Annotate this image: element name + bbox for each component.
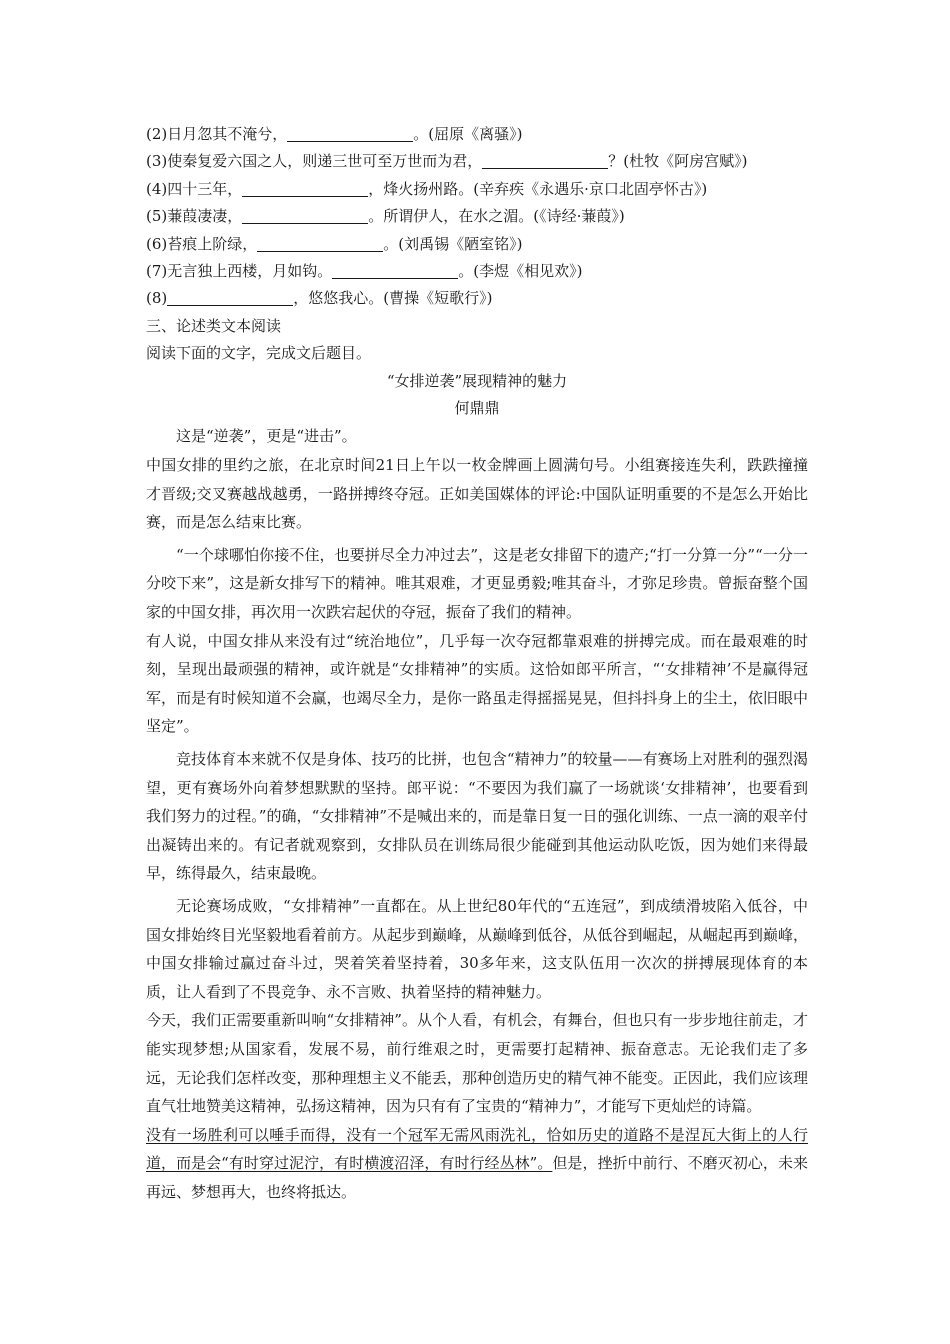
underlined-sentence: 没有一场胜利可以唾手而得，没有一个冠军无需风雨洗礼，恰如历史的道路不是涅瓦大街上的人行道，而是会“有时穿过泥泞，有时横渡沼泽，有时行经丛林”。: [146, 1125, 808, 1173]
closing-sentence: 但是，挫折中前行、不磨灭初心，未来再远、梦想再大，也终将抵达。: [146, 1154, 808, 1201]
quote-text-before: (4)四十三年，: [146, 179, 243, 198]
article-paragraph-5: 竞技体育本来就不仅是身体、技巧的比拼，也包含“精神力”的较量——有赛场上对胜利的强烈渴望，更有赛场外向着梦想默默的坚持。郎平说：“不要因为我们赢了一场就谈‘女排精神’，也要看到我们努力的过程。”的确，“女排精神”不是喊出来的，而是靠日复一日的强化训练、一点一滴的艰辛付出凝铸出来的。有记者就观察到，女排队员在训练局很少能碰到其他运动队吃饭，因为她们来得最早，练得最久，结束最晚。: [146, 750, 808, 883]
quote-text-before: (7)无言独上西楼，月如钩。: [146, 262, 333, 281]
quote-text-after: ，悠悠我心。(曹操《短歌行》): [293, 289, 493, 308]
quote-item-7: [146, 258, 808, 285]
quote-text-after: 。所谓伊人，在水之湄。(《诗经·蒹葭》): [368, 207, 625, 226]
quote-text-before: (5)蒹葭凄凄，: [146, 207, 243, 226]
quote-text-after: 。(刘禹锡《陋室铭》): [383, 234, 523, 253]
answer-blank[interactable]: [242, 179, 368, 197]
article-paragraph-2: 中国女排的里约之旅，在北京时间21日上午以一枚金牌画上圆满句号。小组赛接连失利，跌跌撞撞才晋级;交叉赛越战越勇，一路拼搏终夺冠。正如美国媒体的评论:中国队证明重要的不是怎么开始比赛，而是怎么结束比赛。: [146, 456, 808, 532]
quote-item-8: [146, 285, 808, 312]
article-paragraph-8: [146, 1121, 808, 1207]
quote-item-2: [146, 121, 808, 148]
quote-text-before: (2)日月忽其不淹兮，: [146, 125, 288, 143]
answer-blank[interactable]: [287, 124, 413, 142]
quote-text-after: ，烽火扬州路。(辛弃疾《永遇乐·京口北固亭怀古》): [368, 179, 708, 198]
quote-item-4: [146, 176, 808, 203]
answer-blank[interactable]: [242, 206, 368, 224]
quote-text-before: (6)苔痕上阶绿，: [146, 234, 258, 253]
quote-text-after: ？(杜牧《阿房宫赋》): [608, 152, 748, 171]
answer-blank[interactable]: [332, 261, 458, 279]
section-heading: 三、论述类文本阅读: [146, 316, 282, 335]
article-title: “女排逆袭”展现精神的魅力: [386, 371, 568, 390]
quote-text-after: 。(屈原《离骚》): [413, 125, 523, 143]
quote-text-after: 。(李煜《相见欢》): [458, 262, 583, 281]
quote-item-5: [146, 203, 808, 230]
answer-blank[interactable]: [482, 151, 608, 169]
article-author: 何鼎鼎: [454, 399, 500, 418]
quote-item-6: [146, 231, 808, 258]
article-paragraph-6: 无论赛场成败，“女排精神”一直都在。从上世纪80年代的“五连冠”，到成绩滑坡陷入低谷，中国女排始终目光坚毅地看着前方。从起步到巅峰，从巅峰到低谷，从低谷到崛起，从崛起再到巅峰，中国女排输过赢过奋斗过，哭着笑着坚持着，30多年来，这支队伍用一次次的拼搏展现体育的本质，让人看到了不畏竞争、永不言败、执着坚持的精神魅力。: [146, 896, 808, 1001]
reading-instruction: 阅读下面的文字，完成文后题目。: [146, 344, 372, 363]
answer-blank[interactable]: [257, 234, 383, 252]
quote-item-3: [146, 148, 808, 175]
article-paragraph-3: “一个球哪怕你接不住，也要拼尽全力冲过去”，这是老女排留下的遗产;“打一分算一分”“一分一分咬下来”，这是新女排写下的精神。唯其艰难，才更显勇毅;唯其奋斗，才弥足珍贵。曾振奋整个国家的中国女排，再次用一次跌宕起伏的夺冠，振奋了我们的精神。: [146, 545, 808, 622]
answer-blank[interactable]: [167, 288, 293, 306]
quote-text-before: (8): [146, 289, 168, 308]
article-paragraph-1: 这是“逆袭”，更是“进击”。: [176, 427, 357, 446]
article-paragraph-4: 有人说，中国女排从来没有过“统治地位”，几乎每一次夺冠都靠艰难的拼搏完成。而在最艰难的时刻，呈现出最顽强的精神，或许就是“女排精神”的实质。这恰如郎平所言，“‘女排精神’不是赢得冠军，而是有时候知道不会赢，也竭尽全力，是你一路虽走得摇摇晃晃，但抖抖身上的尘土，依旧眼中坚定”。: [146, 631, 808, 736]
article-paragraph-7: 今天，我们正需要重新叫响“女排精神”。从个人看，有机会，有舞台，但也只有一步步地往前走，才能实现梦想;从国家看，发展不易，前行维艰之时，更需要打起精神、振奋意志。无论我们走了多远，无论我们怎样改变，那种理想主义不能丢，那种创造历史的精气神不能变。正因此，我们应该理直气壮地赞美这精神，弘扬这精神，因为只有有了宝贵的“精神力”，才能写下更灿烂的诗篇。: [146, 1011, 808, 1116]
document-content: [146, 121, 808, 1207]
quote-text-before: (3)使秦复爱六国之人，则递三世可至万世而为君，: [146, 152, 483, 171]
